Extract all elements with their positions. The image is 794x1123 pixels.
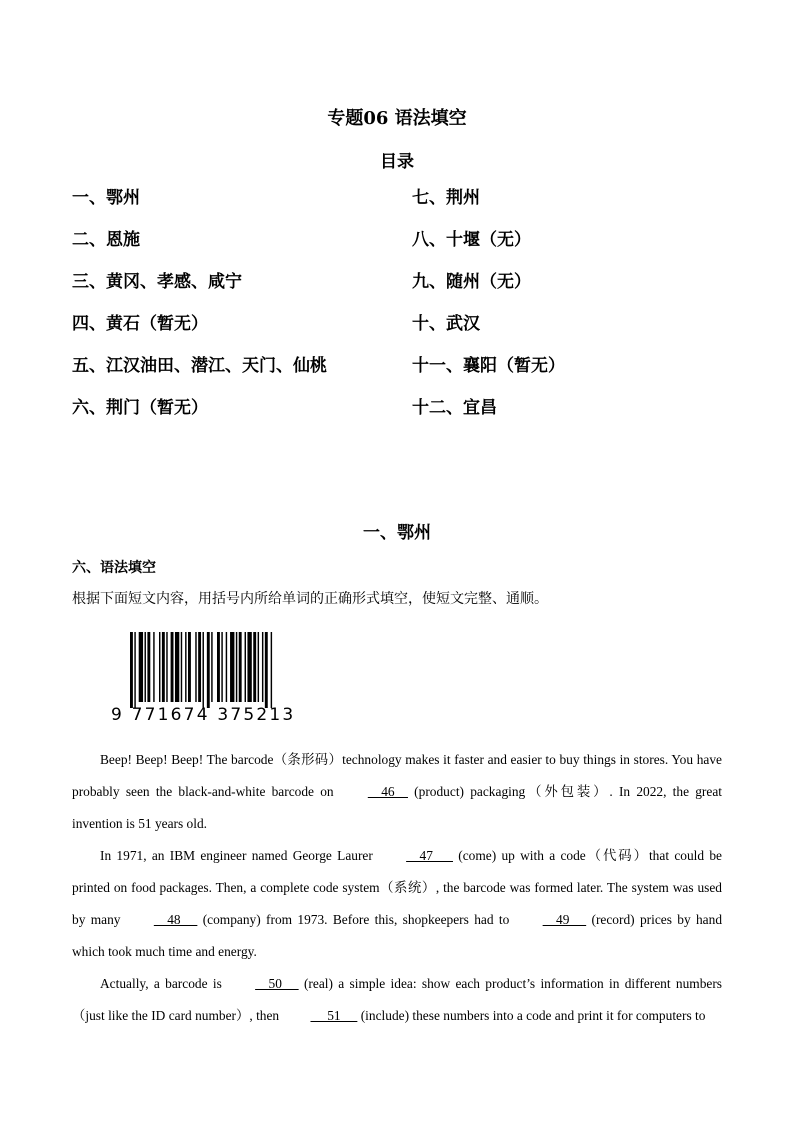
barcode-bar bbox=[153, 632, 154, 702]
toc-item-huangshi[interactable]: 四、黄石（暂无） bbox=[72, 314, 208, 334]
toc-item-jingmen[interactable]: 六、荆门（暂无） bbox=[72, 398, 208, 418]
barcode-bar bbox=[166, 632, 167, 702]
barcode-bar bbox=[198, 632, 201, 702]
question-heading: 六、语法填空 bbox=[72, 560, 156, 576]
blank-50[interactable]: 50 bbox=[255, 976, 299, 991]
instruction-text: 根据下面短文内容，用括号内所给单词的正确形式填空，使短文完整、通顺。 bbox=[72, 591, 548, 607]
barcode-bar bbox=[236, 632, 237, 702]
barcode-bar bbox=[239, 632, 242, 702]
barcode-bar bbox=[195, 632, 196, 702]
barcode-bar bbox=[159, 632, 160, 702]
passage-text: Actually, a barcode is bbox=[100, 976, 228, 991]
blank-46[interactable]: 46 bbox=[367, 784, 408, 799]
toc-item-jianghan[interactable]: 五、江汉油田、潜江、天门、仙桃 bbox=[72, 356, 327, 376]
barcode-bar bbox=[188, 632, 191, 702]
barcode-bar bbox=[147, 632, 150, 702]
blank-51[interactable]: 51 bbox=[310, 1008, 358, 1023]
barcode-bar bbox=[262, 632, 263, 702]
toc-item-jingzhou[interactable]: 七、荆州 bbox=[412, 188, 480, 208]
passage-text: (come) up with a code（代码）that could be printed on food packages. Then, a complete code system（系统）, the barcode was formed later. The system was used by many bbox=[72, 848, 722, 927]
barcode-bar bbox=[226, 632, 227, 702]
toc-item-yichang[interactable]: 十二、宜昌 bbox=[412, 398, 497, 418]
barcode-image bbox=[108, 630, 308, 724]
barcode-digits: 9 771674 375213 bbox=[111, 705, 296, 724]
barcode-bar bbox=[145, 632, 146, 702]
barcode-bar bbox=[171, 632, 174, 702]
barcode-bar bbox=[203, 632, 204, 708]
page-title: 专题06 语法填空 bbox=[327, 108, 467, 129]
barcode-bar bbox=[253, 632, 256, 702]
toc-item-huanggang[interactable]: 三、黄冈、孝感、咸宁 bbox=[72, 272, 242, 292]
toc-item-xiangyang[interactable]: 十一、襄阳（暂无） bbox=[412, 356, 565, 376]
toc-item-enshi[interactable]: 二、恩施 bbox=[72, 230, 140, 250]
passage-text: Beep! Beep! Beep! The barcode（条形码）technology makes it faster and easier to buy things in stores. You have probably seen the black-and-white barcode on bbox=[72, 752, 722, 799]
barcode-bar bbox=[230, 632, 234, 702]
passage-text: (include) these numbers into a code and print it for computers to bbox=[357, 1008, 706, 1023]
passage-text: (company) from 1973. Before this, shopkeepers had to bbox=[197, 912, 515, 927]
passage-paragraph-2 bbox=[72, 840, 722, 968]
toc-heading: 目录 bbox=[380, 152, 414, 172]
barcode-bar bbox=[175, 632, 179, 702]
barcode-bar bbox=[130, 632, 133, 708]
barcode-bar bbox=[247, 632, 251, 702]
barcode-bar bbox=[185, 632, 186, 702]
blank-48[interactable]: 48 bbox=[153, 912, 198, 927]
passage-paragraph-3 bbox=[72, 968, 722, 1032]
barcode-bar bbox=[217, 632, 220, 702]
barcode-bar bbox=[221, 632, 222, 702]
passage bbox=[72, 744, 722, 1032]
barcode-graphic bbox=[108, 630, 308, 724]
toc-item-wuhan[interactable]: 十、武汉 bbox=[412, 314, 480, 334]
blank-47[interactable]: 47 bbox=[406, 848, 453, 863]
barcode-bar bbox=[162, 632, 165, 702]
passage-text: In 1971, an IBM engineer named George Laurer bbox=[100, 848, 379, 863]
barcode-bar bbox=[181, 632, 182, 702]
section-heading: 一、鄂州 bbox=[363, 523, 431, 543]
blank-49[interactable]: 49 bbox=[542, 912, 587, 927]
barcode-bar bbox=[139, 632, 143, 702]
barcode-bar bbox=[245, 632, 246, 702]
barcode-bar bbox=[258, 632, 259, 702]
barcode-bar bbox=[134, 632, 135, 708]
passage-text: (real) a simple idea: show each product’s information in different numbers （just like the ID card number）, then bbox=[72, 976, 723, 1023]
passage-paragraph-1 bbox=[72, 744, 722, 840]
toc-item-shiyan[interactable]: 八、十堰（无） bbox=[412, 230, 531, 250]
passage-text: (record) prices by hand which took much time and energy. bbox=[72, 912, 723, 959]
toc-item-suizhou[interactable]: 九、随州（无） bbox=[412, 272, 531, 292]
barcode-bar bbox=[271, 632, 272, 708]
toc-item-ezhou[interactable]: 一、鄂州 bbox=[72, 188, 140, 208]
barcode-bar bbox=[265, 632, 268, 708]
barcode-bar bbox=[211, 632, 212, 702]
barcode-bar bbox=[207, 632, 210, 708]
passage-text: (product) packaging（外包装）. In 2022, the great invention is 51 years old. bbox=[72, 784, 722, 831]
table-of-contents bbox=[72, 188, 732, 419]
